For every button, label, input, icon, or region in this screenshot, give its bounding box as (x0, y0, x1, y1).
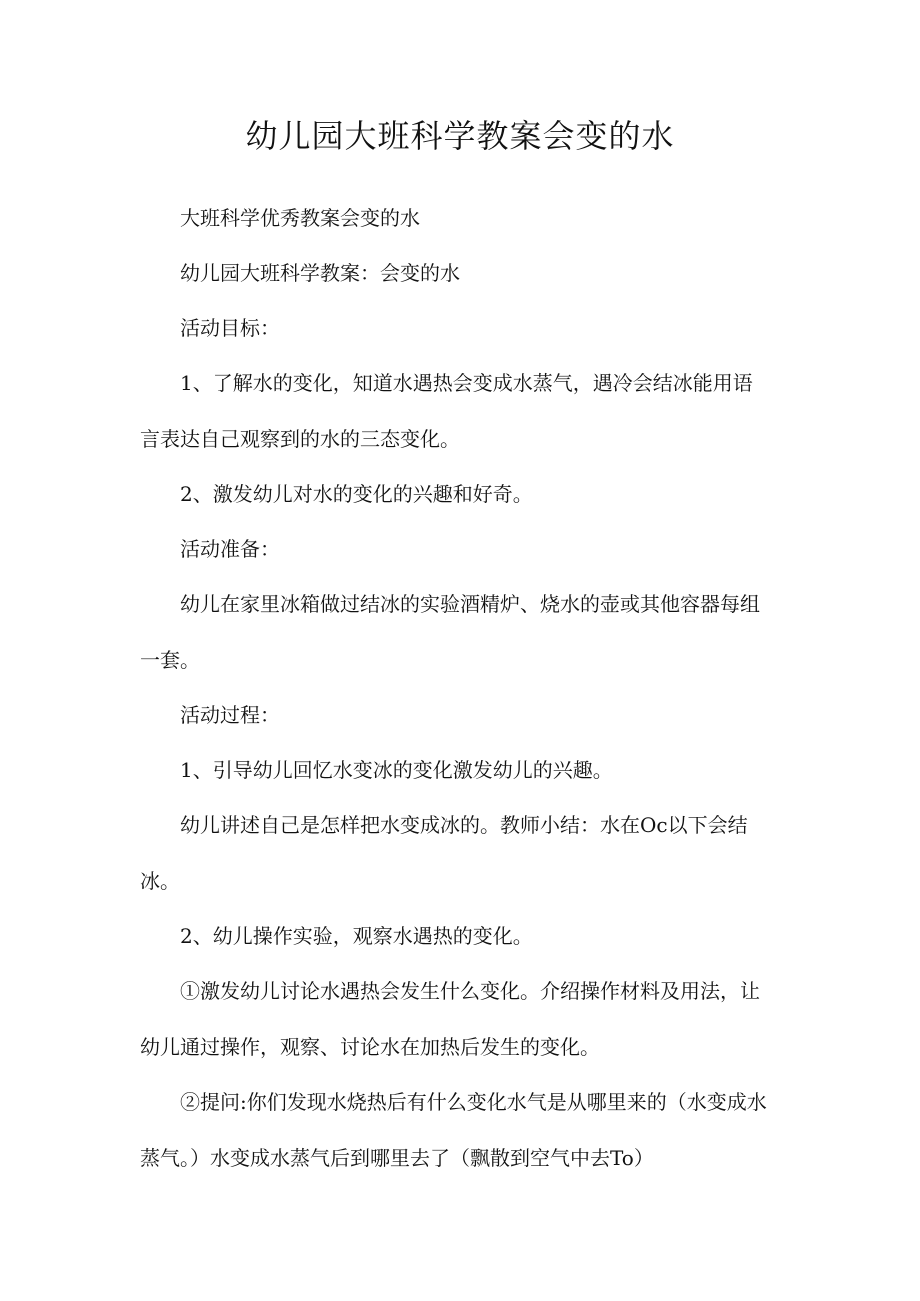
paragraph-line: 1、了解水的变化，知道水遇热会变成水蒸气，遇冷会结冰能用语 (180, 371, 753, 395)
process-step-2 (140, 908, 780, 964)
paragraph-line: 一套。 (140, 648, 200, 672)
paragraph-line: 活动过程： (180, 703, 280, 727)
process-step-2-sub-1 (140, 963, 780, 1075)
paragraph-line: 活动目标： (180, 316, 280, 340)
section-heading-goals (140, 300, 780, 356)
paragraph-heading-lesson (140, 245, 780, 301)
paragraph-line: ①激发幼儿讨论水遇热会发生什么变化。介绍操作材料及用法，让 (180, 979, 760, 1003)
paragraph-line: 大班科学优秀教案会变的水 (180, 206, 420, 230)
section-heading-preparation (140, 521, 780, 577)
paragraph-line: 幼儿讲述自己是怎样把水变成冰的。教师小结：水在Oc以下会结 (180, 813, 748, 837)
paragraph-line: 幼儿通过操作，观察、讨论水在加热后发生的变化。 (140, 1035, 600, 1059)
paragraph-line: 活动准备： (180, 537, 280, 561)
paragraph-line: 2、幼儿操作实验，观察水遇热的变化。 (180, 924, 533, 948)
preparation-text (140, 576, 780, 688)
process-step-1-detail (140, 797, 780, 909)
goal-item-1 (140, 355, 780, 467)
paragraph-line: 蒸气。）水变成水蒸气后到哪里去了（飘散到空气中去To） (140, 1146, 654, 1170)
process-step-2-sub-2 (140, 1074, 780, 1186)
process-step-1 (140, 742, 780, 798)
paragraph-subtitle (140, 190, 780, 246)
paragraph-line: 幼儿园大班科学教案：会变的水 (180, 261, 460, 285)
document-title: 幼儿园大班科学教案会变的水 (245, 117, 675, 155)
paragraph-line: ②提问:你们发现水烧热后有什么变化水气是从哪里来的（水变成水 (180, 1090, 767, 1114)
paragraph-line: 1、引导幼儿回忆水变冰的变化激发幼儿的兴趣。 (180, 758, 613, 782)
paragraph-line: 言表达自己观察到的水的三态变化。 (140, 427, 460, 451)
section-heading-process (140, 687, 780, 743)
paragraph-line: 幼儿在家里冰箱做过结冰的实验酒精炉、烧水的壶或其他容器每组 (180, 592, 760, 616)
paragraph-line: 冰。 (140, 869, 180, 893)
goal-item-2 (140, 466, 780, 522)
paragraph-line: 2、激发幼儿对水的变化的兴趣和好奇。 (180, 482, 533, 506)
